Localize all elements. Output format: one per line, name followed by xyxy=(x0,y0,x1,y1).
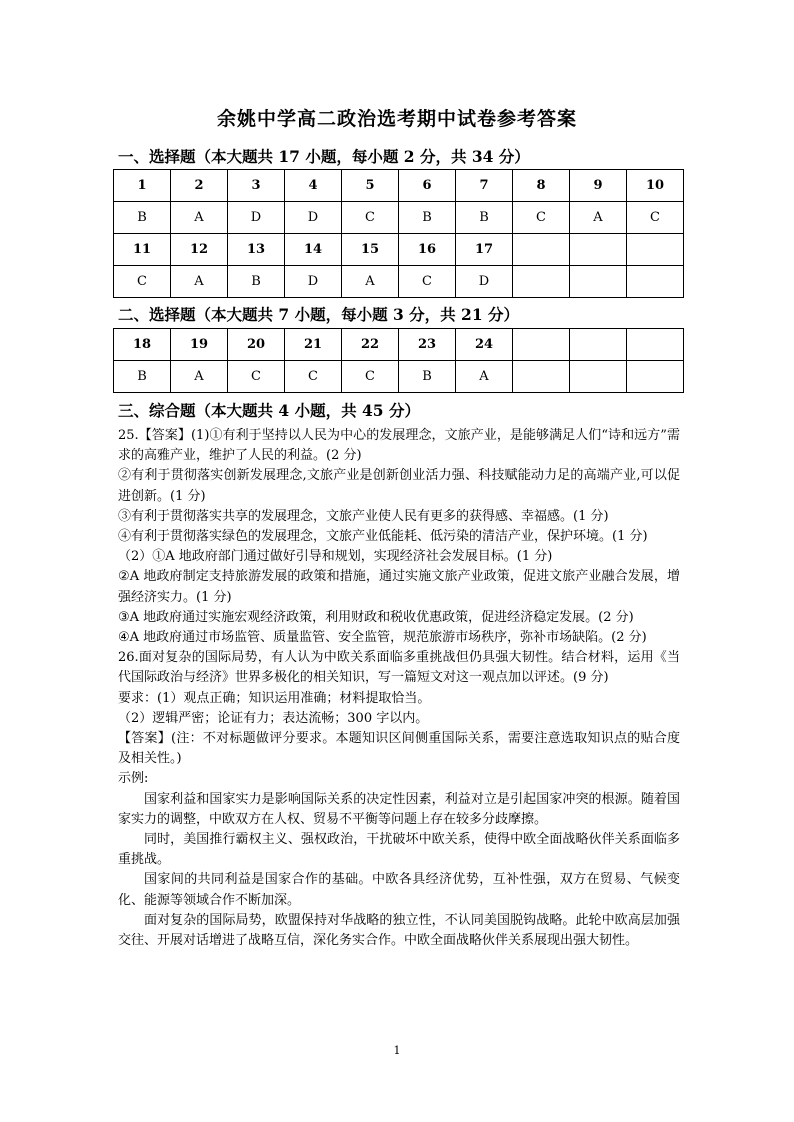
comprehensive-answers xyxy=(118,426,680,951)
answer-cell: C xyxy=(285,361,342,393)
question-number-cell: 19 xyxy=(171,329,228,361)
answer-cell xyxy=(627,361,684,393)
question-number-cell: 23 xyxy=(399,329,456,361)
question-number-cell: 10 xyxy=(627,170,684,202)
q26-answer-note: 【答案】(注：不对标题做评分要求。本题知识区间侧重国际关系，需要注意选取知识点的贴合度及相关性。) xyxy=(118,731,680,767)
answer-cell: C xyxy=(114,266,171,298)
question-number-cell xyxy=(513,234,570,266)
question-number-cell: 24 xyxy=(456,329,513,361)
question-number-cell: 17 xyxy=(456,234,513,266)
question-number-cell: 8 xyxy=(513,170,570,202)
answer-cell: D xyxy=(228,202,285,234)
answer-cell: B xyxy=(399,202,456,234)
question-number-cell: 22 xyxy=(342,329,399,361)
question-number-cell xyxy=(513,329,570,361)
answer-cell: B xyxy=(399,361,456,393)
question-number-cell: 7 xyxy=(456,170,513,202)
question-number-cell: 18 xyxy=(114,329,171,361)
answer-cell: B xyxy=(114,361,171,393)
answer-cell: A xyxy=(171,202,228,234)
question-number-cell: 14 xyxy=(285,234,342,266)
answer-cell: B xyxy=(228,266,285,298)
answer-cell: A xyxy=(570,202,627,234)
example-label: 示例: xyxy=(118,771,149,787)
answer-cell xyxy=(570,361,627,393)
answer-cell: C xyxy=(399,266,456,298)
question-number-cell: 21 xyxy=(285,329,342,361)
q25-part1-point4: ④有利于贯彻落实绿色的发展理念，文旅产业低能耗、低污染的清洁产业，保护环境。(1 分) xyxy=(118,529,648,545)
question-number-cell xyxy=(570,329,627,361)
answer-cell: B xyxy=(114,202,171,234)
q25-part2-point3: ③A 地政府通过实施宏观经济政策，利用财政和税收优惠政策，促进经济稳定发展。(2 分) xyxy=(118,609,634,625)
example-paragraph-3: 国家间的共同利益是国家合作的基础。中欧各具经济优势，互补性强，双方在贸易、气候变化、能源等领域合作不断加深。 xyxy=(118,872,680,908)
question-number-cell: 16 xyxy=(399,234,456,266)
question-number-cell: 5 xyxy=(342,170,399,202)
answer-cell: A xyxy=(171,361,228,393)
answer-cell: C xyxy=(228,361,285,393)
example-paragraph-4: 面对复杂的国际局势，欧盟保持对华战略的独立性，不认同美国脱钩战略。此轮中欧高层加强交往、开展对话增进了战略互信，深化务实合作。中欧全面战略伙伴关系展现出强大韧性。 xyxy=(118,912,680,949)
answer-row xyxy=(114,361,684,393)
question-number-cell: 4 xyxy=(285,170,342,202)
section-3-heading: 三、综合题（本大题共 4 小题，共 45 分） xyxy=(118,401,420,420)
answer-cell: A xyxy=(171,266,228,298)
answer-cell: D xyxy=(456,266,513,298)
question-number-row xyxy=(114,234,684,266)
page-title: 余姚中学高二政治选考期中试卷参考答案 xyxy=(216,108,577,130)
answer-cell: B xyxy=(456,202,513,234)
answer-table-1 xyxy=(113,169,684,298)
answer-cell: C xyxy=(342,202,399,234)
answer-cell xyxy=(513,361,570,393)
answer-cell: D xyxy=(285,202,342,234)
question-number-cell: 2 xyxy=(171,170,228,202)
q26-prompt: 26.面对复杂的国际局势，有人认为中欧关系面临多重挑战但仍具强大韧性。结合材料，运用《当代国际政治与经济》世界多极化的相关知识，写一篇短文对这一观点加以评述。(9 分) xyxy=(118,650,680,686)
answer-table-2 xyxy=(113,328,684,393)
question-number-cell: 1 xyxy=(114,170,171,202)
q25-part2-point1: （2）①A 地政府部门通过做好引导和规划，实现经济社会发展目标。(1 分) xyxy=(118,549,553,565)
q25-part1-point1: 25.【答案】(1)①有利于坚持以人民为中心的发展理念，文旅产业，是能够满足人们“诗和远方”需求的高雅产业，维护了人民的利益。(2 分) xyxy=(118,428,680,464)
question-number-cell: 20 xyxy=(228,329,285,361)
q25-part2-point2: ②A 地政府制定支持旅游发展的政策和措施，通过实施文旅产业政策，促进文旅产业融合发展，增强经济实力。(1 分) xyxy=(118,569,680,605)
answer-cell: A xyxy=(342,266,399,298)
question-number-cell: 13 xyxy=(228,234,285,266)
page-number: 1 xyxy=(393,1044,401,1057)
answer-cell: C xyxy=(627,202,684,234)
section-1-heading: 一、选择题（本大题共 17 小题，每小题 2 分，共 34 分） xyxy=(118,147,530,166)
question-number-cell: 3 xyxy=(228,170,285,202)
answer-row xyxy=(114,266,684,298)
question-number-cell: 9 xyxy=(570,170,627,202)
example-paragraph-2: 同时，美国推行霸权主义、强权政治，干扰破坏中欧关系，使得中欧全面战略伙伴关系面临多重挑战。 xyxy=(118,832,680,868)
answer-cell xyxy=(513,266,570,298)
question-number-cell: 12 xyxy=(171,234,228,266)
question-number-cell xyxy=(627,234,684,266)
question-number-row xyxy=(114,170,684,202)
example-paragraph-1: 国家利益和国家实力是影响国际关系的决定性因素，利益对立是引起国家冲突的根源。随着国家实力的调整，中欧双方在人权、贸易不平衡等问题上存在较多分歧摩擦。 xyxy=(118,791,680,827)
answer-cell xyxy=(570,266,627,298)
q26-requirement-1: 要求：(1）观点正确；知识运用准确；材料提取恰当。 xyxy=(118,690,431,706)
q25-part2-point4: ④A 地政府通过市场监管、质量监管、安全监管，规范旅游市场秩序，弥补市场缺陷。(2 分) xyxy=(118,630,647,646)
question-number-cell xyxy=(627,329,684,361)
answer-cell xyxy=(627,266,684,298)
q25-part1-point3: ③有利于贯彻落实共享的发展理念，文旅产业使人民有更多的获得感、幸福感。(1 分) xyxy=(118,508,609,524)
question-number-cell xyxy=(570,234,627,266)
question-number-cell: 11 xyxy=(114,234,171,266)
answer-cell: D xyxy=(285,266,342,298)
answer-cell: C xyxy=(513,202,570,234)
answer-row xyxy=(114,202,684,234)
section-2-heading: 二、选择题（本大题共 7 小题，每小题 3 分，共 21 分） xyxy=(118,305,520,324)
question-number-cell: 6 xyxy=(399,170,456,202)
q26-requirement-2: （2）逻辑严密；论证有力；表达流畅；300 字以内。 xyxy=(118,710,429,726)
answer-cell: A xyxy=(456,361,513,393)
answer-cell: C xyxy=(342,361,399,393)
question-number-cell: 15 xyxy=(342,234,399,266)
q25-part1-point2: ②有利于贯彻落实创新发展理念,文旅产业是创新创业活力强、科技赋能动力足的高端产业,可以促进创新。(1 分) xyxy=(118,468,680,504)
question-number-row xyxy=(114,329,684,361)
